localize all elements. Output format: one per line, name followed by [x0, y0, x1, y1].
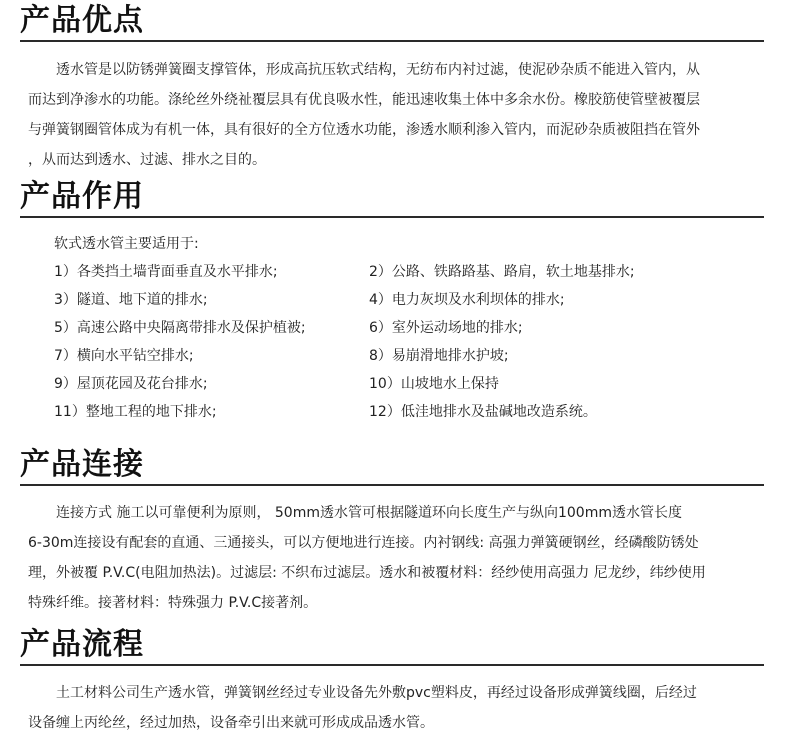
paragraph-line: 连接方式 施工以可靠便利为原则， 50mm透水管可根据隧道环向长度生产与纵向100mm透水管长度: [28, 505, 682, 521]
list-row: [54, 370, 754, 398]
list-item: 9）屋顶花园及花台排水;: [54, 376, 208, 392]
list-item: 3）隧道、地下道的排水;: [54, 292, 208, 308]
list-item: 10）山坡地水上保持: [369, 376, 499, 392]
connection-paragraph: [28, 498, 768, 618]
list-item: 4）电力灰坝及水利坝体的排水;: [369, 292, 565, 308]
list-item: 1）各类挡土墙背面垂直及水平排水;: [54, 264, 278, 280]
paragraph-line: 理，外被覆 P.V.C(电阻加热法)。过滤层: 不织布过滤层。透水和被覆材料：经纱使用高强力 尼龙纱，纬纱使用: [28, 565, 706, 581]
section-title-connection: 产品连接: [20, 446, 764, 486]
list-item: 7）横向水平钻空排水;: [54, 348, 194, 364]
function-intro: 软式透水管主要适用于:: [54, 236, 199, 252]
list-item: 11）整地工程的地下排水;: [54, 404, 217, 420]
function-list: [54, 258, 754, 426]
section-title-function: 产品作用: [20, 178, 764, 218]
list-item: 2）公路、铁路路基、路肩，软土地基排水;: [369, 264, 635, 280]
paragraph-line: 而达到净渗水的功能。涤纶丝外绕祉覆层具有优良吸水性，能迅速收集土体中多余水份。橡胶筋使管壁被覆层: [28, 92, 700, 108]
paragraph-line: 土工材料公司生产透水管，弹簧钢丝经过专业设备先外敷pvc塑料皮，再经过设备形成弹簧线圈，后经过: [28, 685, 697, 701]
paragraph-line: 6-30m连接设有配套的直通、三通接头，可以方便地进行连接。内衬钢线: 高强力弹簧硬钢丝，经磷酸防锈处: [28, 535, 699, 551]
paragraph-line: 透水管是以防锈弹簧圈支撑管体，形成高抗压软式结构，无纺布内衬过滤，使泥砂杂质不能进入管内，从: [28, 62, 700, 78]
list-row: [54, 342, 754, 370]
advantages-paragraph: [28, 55, 768, 175]
list-item: 5）高速公路中央隔离带排水及保护植被;: [54, 320, 306, 336]
list-row: [54, 258, 754, 286]
paragraph-line: ，从而达到透水、过滤、排水之目的。: [28, 152, 266, 168]
paragraph-line: 设备缠上丙纶丝，经过加热，设备牵引出来就可形成成品透水管。: [28, 715, 434, 731]
list-row: [54, 314, 754, 342]
list-item: 12）低洼地排水及盐碱地改造系统。: [369, 404, 597, 420]
section-title-process: 产品流程: [20, 626, 764, 666]
paragraph-line: 与弹簧钢圈管体成为有机一体，具有很好的全方位透水功能，渗透水顺利渗入管内，而泥砂杂质被阻挡在管外: [28, 122, 700, 138]
list-item: 6）室外运动场地的排水;: [369, 320, 523, 336]
list-row: [54, 398, 754, 426]
list-item: 8）易崩滑地排水护坡;: [369, 348, 509, 364]
section-title-advantages: 产品优点: [20, 2, 764, 42]
paragraph-line: 特殊纤维。接著材料：特殊强力 P.V.C接著剂。: [28, 595, 318, 611]
list-row: [54, 286, 754, 314]
process-paragraph: [28, 678, 768, 738]
